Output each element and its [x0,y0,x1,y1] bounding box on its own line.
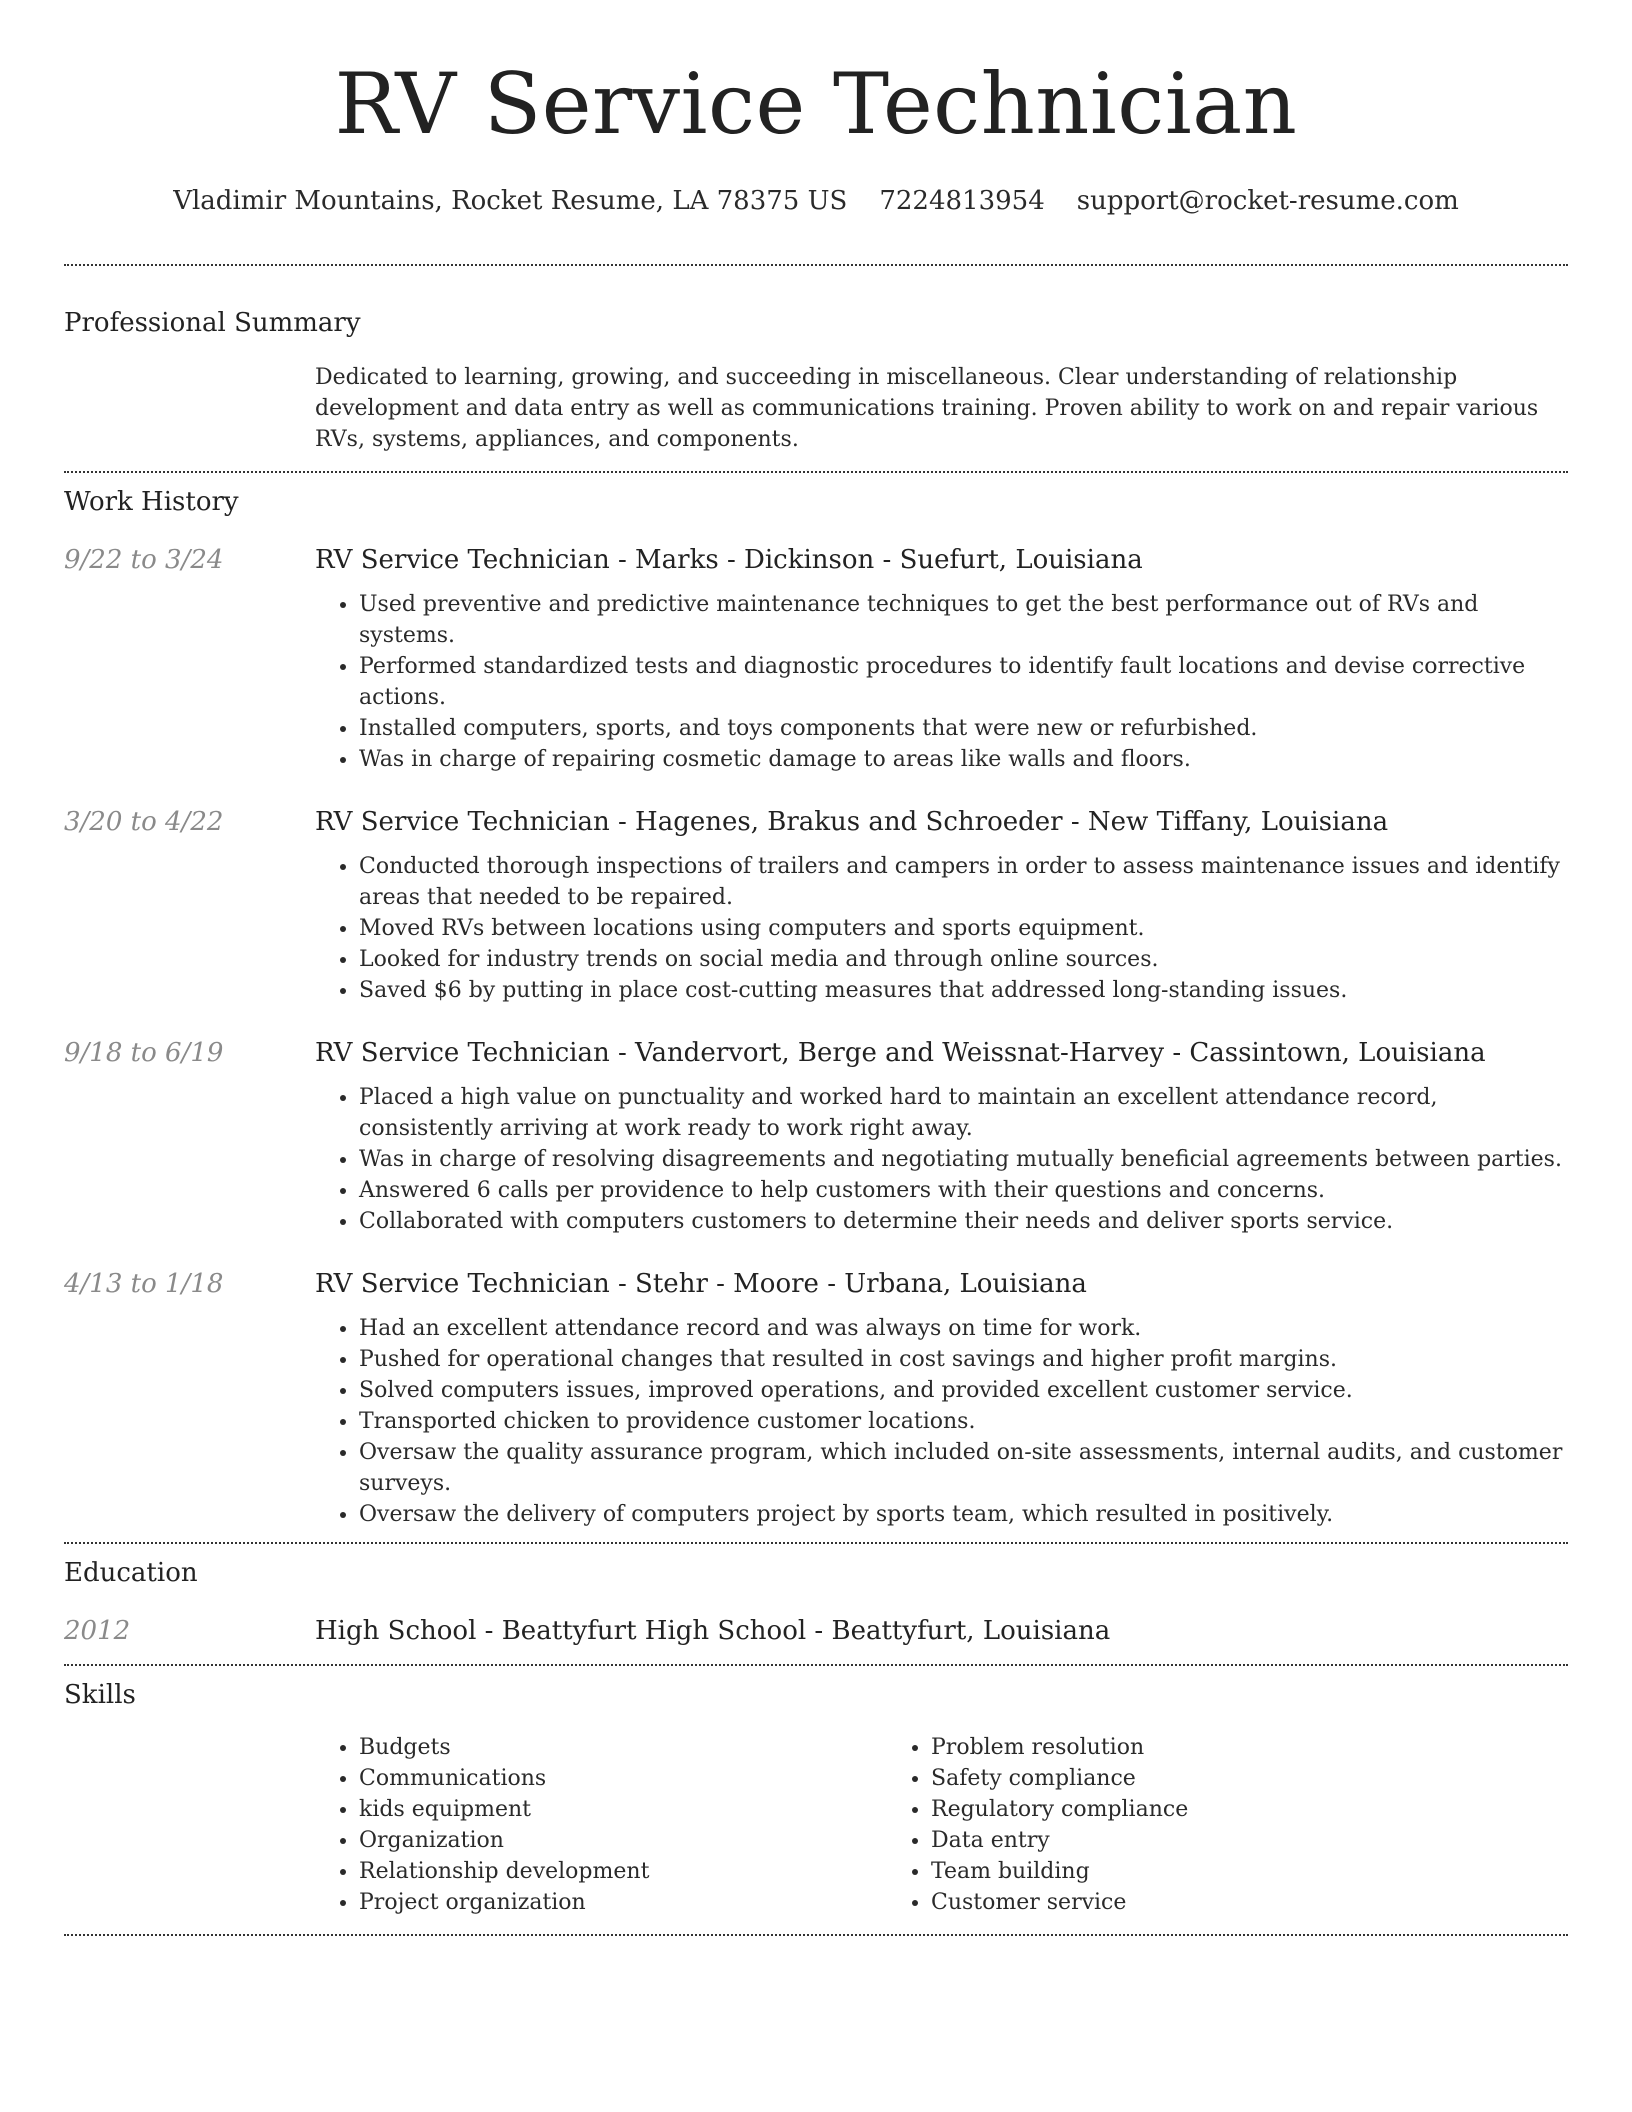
skill-item: • kids equipment [359,1794,887,1825]
section-heading: Work History [64,487,239,517]
list-item: • Conducted thorough inspections of trailers and campers in order to assess maintenance issues and identify areas that needed to be repaired. [359,851,1568,913]
education-title: High School - Beattyfurt High School - Beattyfurt, Louisiana [315,1616,1111,1646]
skills-list-right [887,1732,1459,1918]
work-entry [64,543,1568,775]
list-item: • Moved RVs between locations using computers and sports equipment. [359,913,1568,944]
work-date: 9/18 to 6/19 [64,1038,224,1068]
list-item: • Transported chicken to providence customer locations. [359,1406,1568,1437]
list-item: • Had an excellent attendance record and was always on time for work. [359,1313,1568,1344]
work-entry [64,1036,1568,1237]
education-section [64,1544,1568,1664]
skill-item: • Regulatory compliance [931,1794,1459,1825]
summary-text: Dedicated to learning, growing, and succeeding in miscellaneous. Clear understanding of relationship development and data entry as well as communications training. Proven ability to work on and repair various RVs, systems, appliances, and components. [315,365,1539,452]
list-item: • Placed a high value on punctuality and worked hard to maintain an excellent attendance record, consistently arriving at work ready to work right away. [359,1082,1568,1144]
list-item: • Was in charge of repairing cosmetic damage to areas like walls and floors. [359,744,1568,775]
job-duties-list [315,1313,1568,1530]
job-title: RV Service Technician - Vandervort, Berge and Weissnat-Harvey - Cassintown, Louisiana [315,1038,1486,1068]
work-history-section [64,473,1568,1542]
work-date: 9/22 to 3/24 [64,545,224,575]
skill-item: • Relationship development [359,1856,887,1887]
section-heading: Professional Summary [64,308,361,338]
job-title: RV Service Technician - Stehr - Moore - Urbana, Louisiana [315,1269,1087,1299]
list-item: • Oversaw the quality assurance program, which included on-site assessments, internal audits, and customer surveys. [359,1437,1568,1499]
list-item: • Performed standardized tests and diagnostic procedures to identify fault locations and devise corrective actions. [359,651,1568,713]
skill-item: • Customer service [931,1887,1459,1918]
professional-summary-section [64,266,1568,471]
job-duties-list [315,851,1568,1006]
work-date: 3/20 to 4/22 [64,807,224,837]
list-item: • Installed computers, sports, and toys components that were new or refurbished. [359,713,1568,744]
skill-item: • Safety compliance [931,1763,1459,1794]
job-title: RV Service Technician - Marks - Dickinson - Suefurt, Louisiana [315,545,1143,575]
list-item: • Was in charge of resolving disagreements and negotiating mutually beneficial agreements between parties. [359,1144,1568,1175]
skill-item: • Budgets [359,1732,887,1763]
skill-item: • Data entry [931,1825,1459,1856]
list-item: • Collaborated with computers customers to determine their needs and deliver sports service. [359,1206,1568,1237]
education-date: 2012 [64,1616,131,1646]
list-item: • Solved computers issues, improved operations, and provided excellent customer service. [359,1375,1568,1406]
list-item: • Answered 6 calls per providence to help customers with their questions and concerns. [359,1175,1568,1206]
contact-email[interactable]: support@rocket-resume.com [1076,186,1459,216]
section-heading: Education [64,1558,198,1588]
skill-item: • Organization [359,1825,887,1856]
list-item: • Pushed for operational changes that resulted in cost savings and higher profit margins. [359,1344,1568,1375]
list-item: • Saved $6 by putting in place cost-cutting measures that addressed long-standing issues. [359,975,1568,1006]
skills-grid [315,1732,1568,1918]
list-item: • Used preventive and predictive maintenance techniques to get the best performance out of RVs and systems. [359,589,1568,651]
work-entry [64,1267,1568,1530]
education-entry [64,1614,1568,1648]
skill-item: • Team building [931,1856,1459,1887]
skills-list-left [315,1732,887,1918]
job-duties-list [315,589,1568,775]
work-entry [64,805,1568,1006]
list-item: • Oversaw the delivery of computers project by sports team, which resulted in positively. [359,1499,1568,1530]
section-divider [64,1934,1568,1936]
resume-title: RV Service Technician [334,55,1298,153]
skill-item: • Project organization [359,1887,887,1918]
job-duties-list [315,1082,1568,1237]
skill-item: • Communications [359,1763,887,1794]
list-item: • Looked for industry trends on social media and through online sources. [359,944,1568,975]
skill-item: • Problem resolution [931,1732,1459,1763]
contact-address: Vladimir Mountains, Rocket Resume, LA 78375 US [173,186,848,216]
skills-section [64,1666,1568,1934]
job-title: RV Service Technician - Hagenes, Brakus and Schroeder - New Tiffany, Louisiana [315,807,1389,837]
contact-line [64,184,1568,218]
section-heading: Skills [64,1680,136,1710]
contact-phone[interactable]: 7224813954 [879,186,1045,216]
work-date: 4/13 to 1/18 [64,1269,224,1299]
